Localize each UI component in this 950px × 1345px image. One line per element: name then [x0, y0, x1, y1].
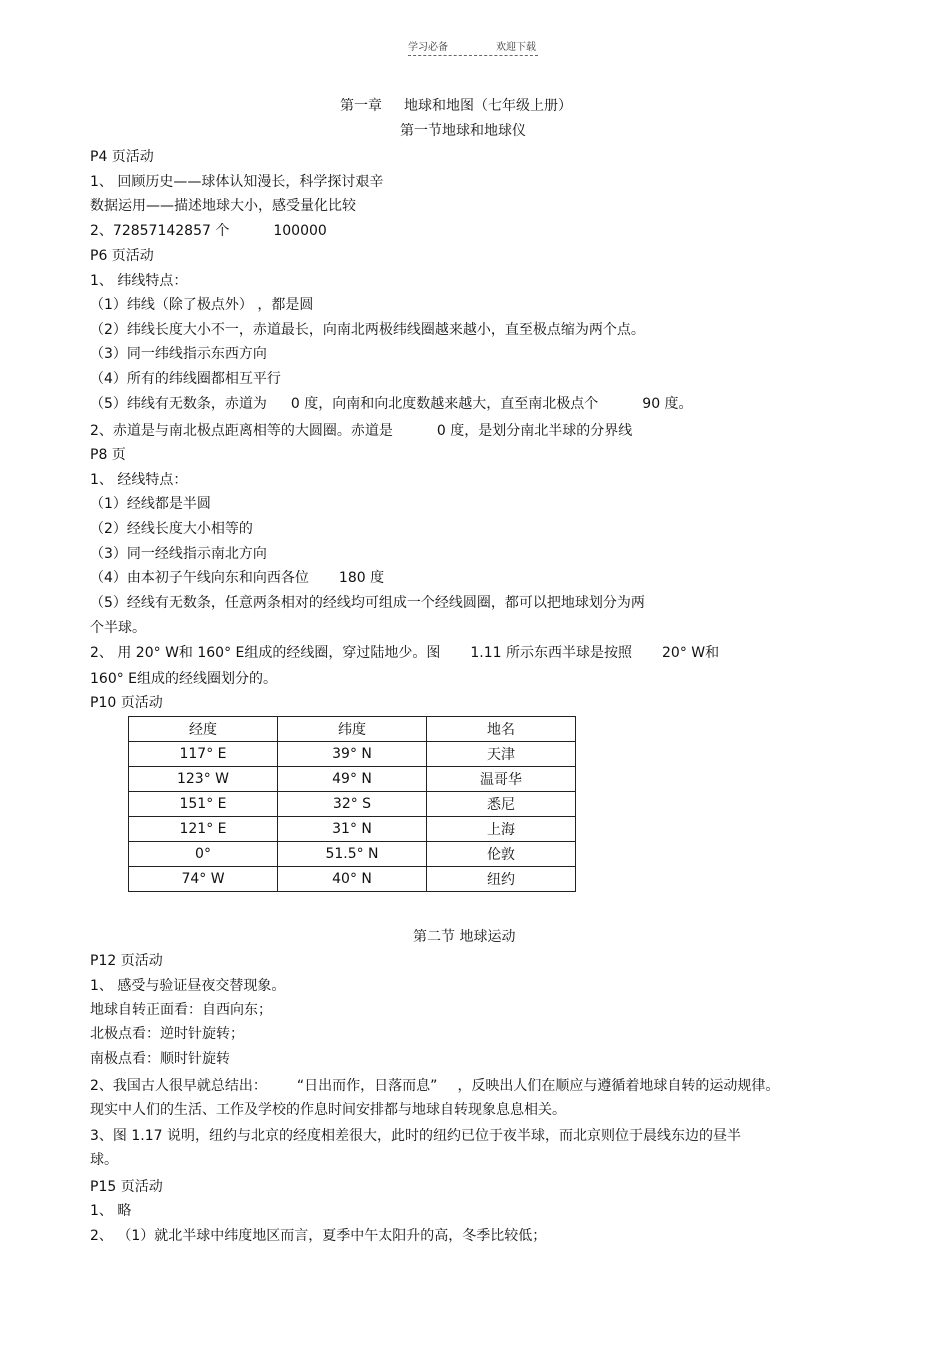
- section-2-title: 第二节 地球运动: [413, 929, 516, 945]
- cell-longitude: 123° W: [129, 767, 278, 792]
- p12-item-2-b: “日出而作，日落而息”: [296, 1078, 438, 1094]
- cell-latitude: 31° N: [278, 817, 427, 842]
- cell-longitude: 117° E: [129, 742, 278, 767]
- p8-item-1-5: （5）经线有无数条，任意两条相对的经线均可组成一个经线圆圈，都可以把地球划分为两: [90, 595, 645, 611]
- header-rule: [408, 55, 538, 56]
- p6-item-1-2: （2）纬线长度大小不一，赤道最长，向南北两极纬线圈越来越小，直至极点缩为两个点。: [90, 322, 645, 338]
- table-row: [129, 742, 576, 767]
- p4-item-2: [90, 222, 327, 240]
- p6-item-1-5-a: （5）纬线有无数条，赤道为: [90, 396, 267, 412]
- table-row: [129, 767, 576, 792]
- header-latitude: 纬度: [278, 717, 427, 742]
- p6-item-1-1: （1）纬线（除了极点外） ，都是圆: [90, 297, 314, 313]
- cell-place: 纽约: [427, 867, 576, 892]
- cell-place: 天津: [427, 742, 576, 767]
- p12-item-2-c: ，反映出人们在顺应与遵循着地球自转的运动规律。: [457, 1078, 780, 1094]
- p6-item-1-5-c: 90 度。: [642, 396, 693, 412]
- header-longitude: 经度: [129, 717, 278, 742]
- table-row: [129, 867, 576, 892]
- p6-item-1: 1、 纬线特点：: [90, 273, 188, 289]
- cell-latitude: 39° N: [278, 742, 427, 767]
- p12-item-2-a: 2、我国古人很早就总结出：: [90, 1078, 267, 1094]
- p6-item-1-5-b: 0 度，向南和向北度数越来越大，直至南北极点个: [290, 396, 599, 412]
- p8-item-1-3: （3）同一经线指示南北方向: [90, 546, 267, 562]
- p8-item-1-1: （1）经线都是半圆: [90, 496, 211, 512]
- chapter-number: 第一章: [340, 98, 382, 114]
- cell-place: 悉尼: [427, 792, 576, 817]
- p15-item-2: 2、 （1）就北半球中纬度地区而言，夏季中午太阳升的高，冬季比较低；: [90, 1228, 547, 1244]
- p4-item-2-a: 2、72857142857 个: [90, 223, 230, 239]
- p15-item-1: 1、 略: [90, 1203, 132, 1219]
- section-1-title: 第一节地球和地球仪: [400, 123, 526, 139]
- p8-item-1-5b: 个半球。: [90, 620, 146, 636]
- cell-longitude: 74° W: [129, 867, 278, 892]
- p6-item-1-5: [90, 395, 693, 413]
- header-place: 地名: [427, 717, 576, 742]
- cell-latitude: 51.5° N: [278, 842, 427, 867]
- cell-place: 伦敦: [427, 842, 576, 867]
- p4-item-1b: 数据运用——描述地球大小，感受量化比较: [90, 198, 356, 214]
- p6-item-1-3: （3）同一纬线指示东西方向: [90, 346, 267, 362]
- p12-item-3: 3、图 1.17 说明，纽约与北京的经度相差很大，此时的纽约已位于夜半球，而北京则位于晨线东边的昼半: [90, 1128, 741, 1144]
- cell-longitude: 121° E: [129, 817, 278, 842]
- header-right: 欢迎下载: [496, 42, 536, 53]
- p12-item-1a: 地球自转正面看：自西向东；: [90, 1002, 272, 1018]
- p4-heading: P4 页活动: [90, 149, 154, 165]
- p4-item-2-b: 100000: [273, 223, 327, 239]
- p6-item-2-b: 0 度，是划分南北半球的分界线: [436, 423, 633, 439]
- cell-place: 上海: [427, 817, 576, 842]
- p12-item-2-d: 现实中人们的生活、工作及学校的作息时间安排都与地球自转现象息息相关。: [90, 1102, 566, 1118]
- p10-heading: P10 页活动: [90, 695, 163, 711]
- p8-item-1-4-b: 180 度: [338, 570, 385, 586]
- coordinates-table: [128, 716, 576, 892]
- p8-item-2: [90, 644, 719, 662]
- cell-place: 温哥华: [427, 767, 576, 792]
- p8-item-1-4: [90, 569, 384, 587]
- p8-item-2-b: 1.11 所示东西半球是按照: [470, 645, 633, 661]
- p8-item-2-a: 2、 用 20° W和 160° E组成的经线圈，穿过陆地少。图: [90, 645, 441, 661]
- p12-item-1: 1、 感受与验证昼夜交替现象。: [90, 978, 286, 994]
- p6-item-2: [90, 422, 632, 440]
- cell-longitude: 151° E: [129, 792, 278, 817]
- p8-item-1-4-a: （4）由本初子午线向东和向西各位: [90, 570, 309, 586]
- p8-item-2-d: 160° E组成的经线圈划分的。: [90, 671, 278, 687]
- cell-longitude: 0°: [129, 842, 278, 867]
- cell-latitude: 32° S: [278, 792, 427, 817]
- p12-item-1b: 北极点看：逆时针旋转；: [90, 1026, 244, 1042]
- p12-heading: P12 页活动: [90, 953, 163, 969]
- table-row: [129, 842, 576, 867]
- p12-item-3b: 球。: [90, 1152, 118, 1168]
- p4-item-1: 1、 回顾历史——球体认知漫长，科学探讨艰辛: [90, 174, 384, 190]
- p15-heading: P15 页活动: [90, 1179, 163, 1195]
- table-row: [129, 817, 576, 842]
- table-header-row: [129, 717, 576, 742]
- table-row: [129, 792, 576, 817]
- chapter-title: [340, 95, 572, 115]
- p12-item-1c: 南极点看：顺时针旋转: [90, 1051, 230, 1067]
- p6-heading: P6 页活动: [90, 248, 154, 264]
- p8-item-1-2: （2）经线长度大小相等的: [90, 521, 253, 537]
- p6-item-2-a: 2、赤道是与南北极点距离相等的大圆圈。赤道是: [90, 423, 393, 439]
- cell-latitude: 49° N: [278, 767, 427, 792]
- p6-item-1-4: （4）所有的纬线圈都相互平行: [90, 371, 281, 387]
- cell-latitude: 40° N: [278, 867, 427, 892]
- header-left: 学习必备: [408, 42, 448, 53]
- chapter-name: 地球和地图（七年级上册）: [404, 98, 572, 114]
- p8-item-2-c: 20° W和: [662, 645, 720, 661]
- p12-item-2: [90, 1077, 779, 1095]
- p8-heading: P8 页: [90, 447, 126, 463]
- p8-item-1: 1、 经线特点：: [90, 472, 188, 488]
